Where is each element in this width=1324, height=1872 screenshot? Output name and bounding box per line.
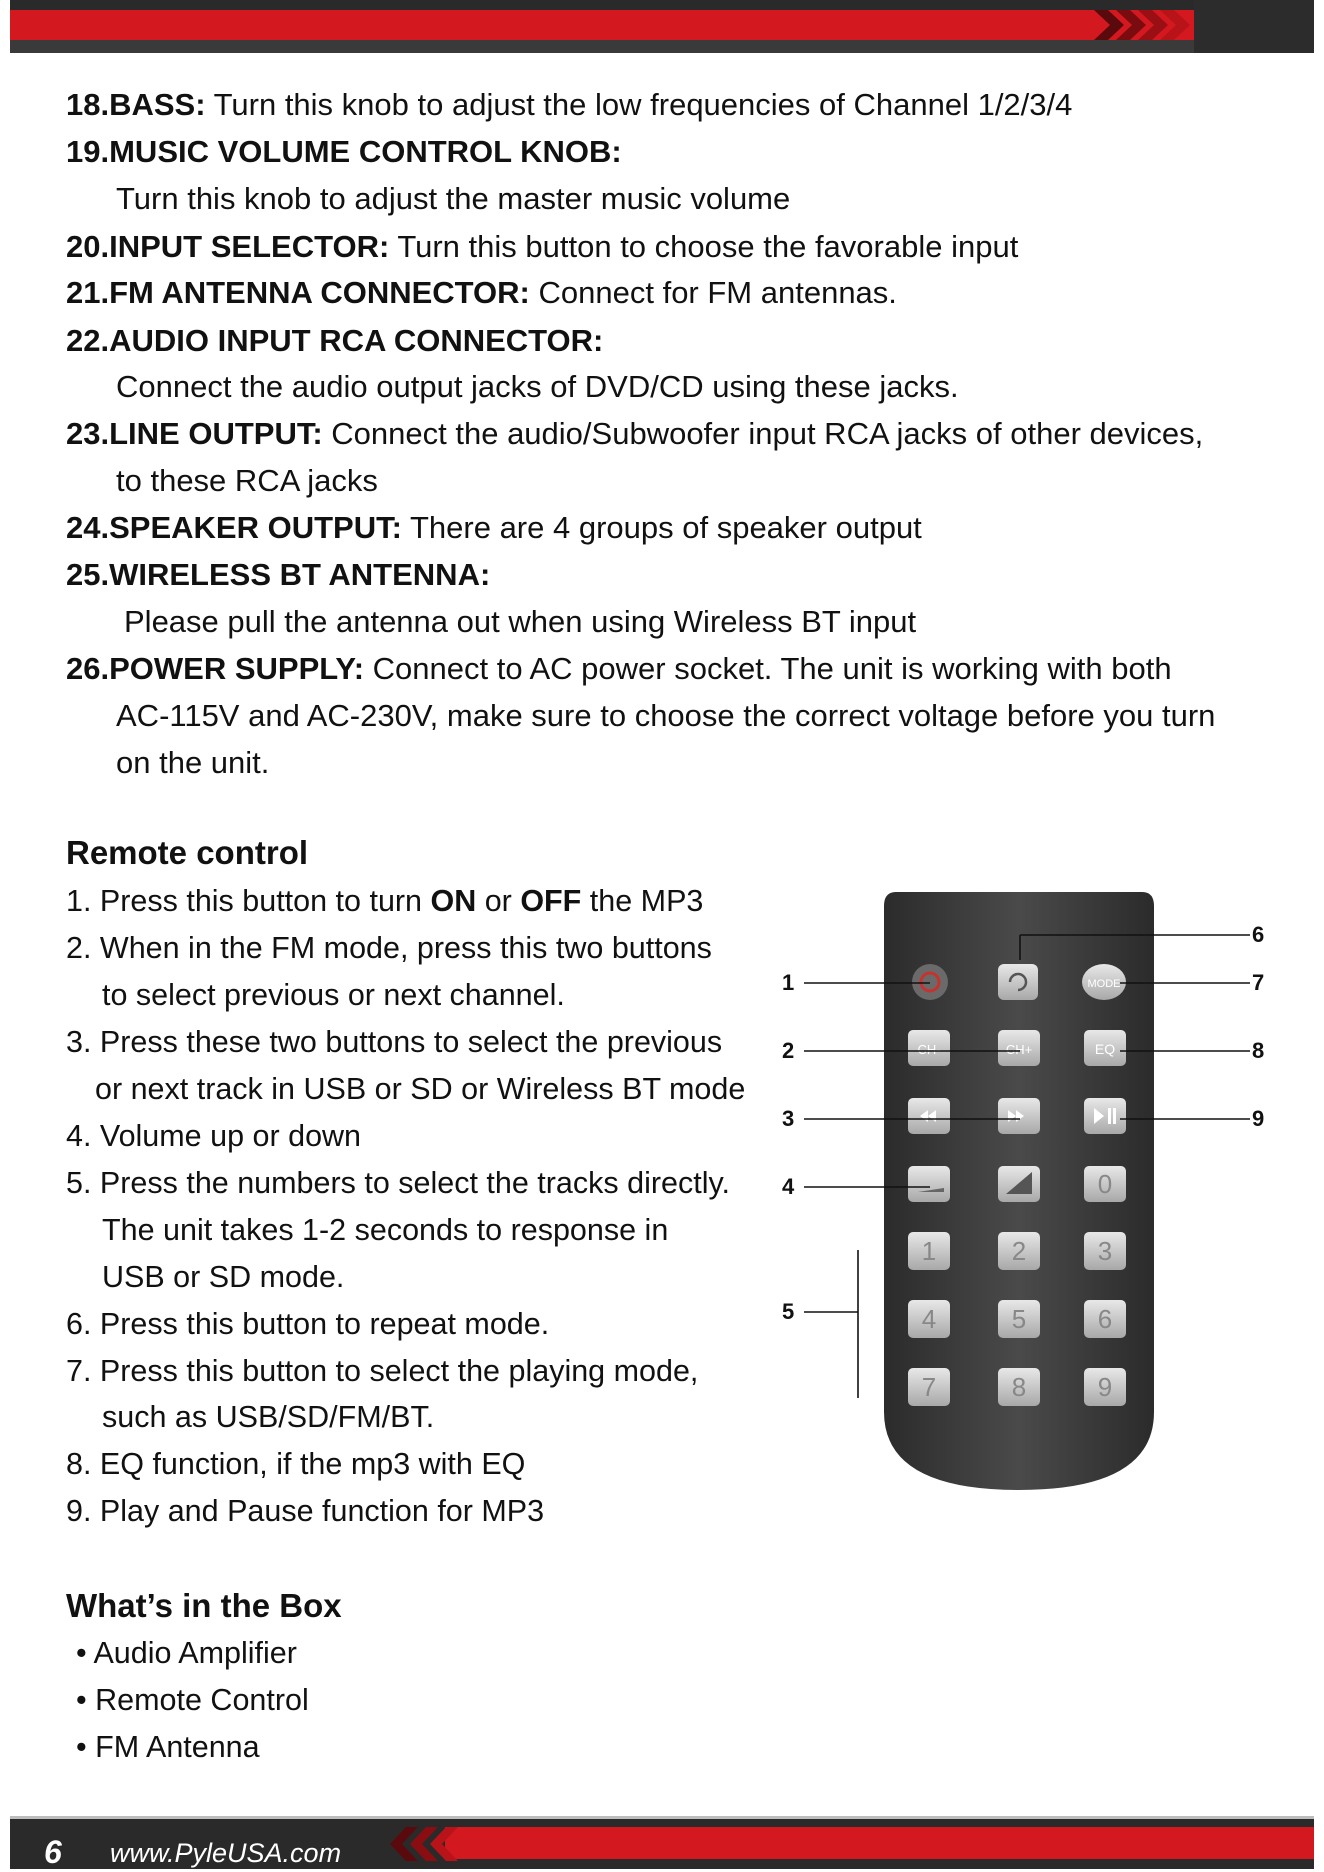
item-number: 18. <box>66 87 110 122</box>
remote-line-3-cont: or next track in USB or SD or Wireless BT mode <box>95 1072 746 1106</box>
item-26 <box>66 650 1172 688</box>
callout-number: 6 <box>1252 922 1265 947</box>
item-21 <box>66 274 897 312</box>
digit-label: 0 <box>1097 1169 1113 1199</box>
digit-label: 7 <box>921 1372 937 1402</box>
item-number: 21. <box>66 275 110 310</box>
callout-number: 1 <box>782 970 795 995</box>
item-number: 23. <box>66 416 110 451</box>
item-text: There are 4 groups of speaker output <box>401 510 922 545</box>
remote-line-6: 6. Press this button to repeat mode. <box>66 1307 550 1341</box>
callout-number: 4 <box>782 1174 795 1199</box>
callout-number: 7 <box>1252 970 1265 995</box>
item-26-continuation: AC-115V and AC-230V, make sure to choose the correct voltage before you turn <box>116 698 1216 733</box>
item-25-continuation: Please pull the antenna out when using Wireless BT input <box>124 604 917 639</box>
remote-line-1 <box>66 882 703 920</box>
item-20 <box>66 228 1018 266</box>
digit-label: 4 <box>921 1304 937 1334</box>
remote-line-5: 5. Press the numbers to select the tracks directly. <box>66 1166 730 1200</box>
mode-button-label: MODE <box>1087 978 1121 990</box>
remote-line-7: 7. Press this button to select the playing mode, <box>66 1354 699 1388</box>
item-number: 19. <box>66 134 110 169</box>
digit-label: 3 <box>1097 1236 1113 1266</box>
item-number: 25. <box>66 557 110 592</box>
remote-line-text: the MP3 <box>581 884 704 918</box>
item-label: BASS: <box>109 87 206 122</box>
chevron-right-icon <box>1160 10 1192 40</box>
item-text: Connect for FM antennas. <box>529 275 897 310</box>
remote-callouts <box>770 920 1270 1400</box>
item-24 <box>66 509 922 547</box>
item-number: 24. <box>66 510 110 545</box>
item-19 <box>66 133 622 171</box>
website-url: www.PyleUSA.com <box>110 1838 342 1868</box>
digit-label: 6 <box>1097 1304 1113 1334</box>
item-label: AUDIO INPUT RCA CONNECTOR: <box>109 323 604 358</box>
item-22-continuation: Connect the audio output jacks of DVD/CD using these jacks. <box>116 369 959 404</box>
box-item: • FM Antenna <box>76 1730 260 1764</box>
top-banner <box>10 0 1314 53</box>
remote-line-7-cont: such as USB/SD/FM/BT. <box>102 1400 435 1434</box>
callout-number: 3 <box>782 1106 795 1131</box>
callout-number: 9 <box>1252 1106 1265 1131</box>
item-26-continuation: on the unit. <box>116 745 270 780</box>
remote-line-4: 4. Volume up or down <box>66 1119 362 1153</box>
item-label: FM ANTENNA CONNECTOR: <box>109 275 530 310</box>
digit-label: 8 <box>1011 1372 1027 1402</box>
remote-line-3: 3. Press these two buttons to select the previous <box>66 1025 723 1059</box>
page-number: 6 <box>44 1834 62 1870</box>
item-number: 22. <box>66 323 110 358</box>
item-25 <box>66 556 490 594</box>
top-banner-dark-end <box>1194 0 1314 53</box>
item-number: 26. <box>66 651 110 686</box>
box-item: • Remote Control <box>76 1683 309 1717</box>
ch-plus-label: CH+ <box>1005 1042 1033 1057</box>
item-label: WIRELESS BT ANTENNA: <box>109 557 491 592</box>
remote-control-heading: Remote control <box>66 834 309 871</box>
remote-line-8: 8. EQ function, if the mp3 with EQ <box>66 1447 526 1481</box>
remote-line-text: or <box>476 884 521 918</box>
item-text: Connect to AC power socket. The unit is working with both <box>364 651 1172 686</box>
remote-line-5-cont: The unit takes 1-2 seconds to response in <box>102 1213 669 1247</box>
item-label: MUSIC VOLUME CONTROL KNOB: <box>109 134 622 169</box>
chevron-left-icon <box>430 1827 458 1861</box>
item-number: 20. <box>66 229 110 264</box>
item-label: POWER SUPPLY: <box>109 651 365 686</box>
remote-line-bold: ON <box>430 884 477 918</box>
remote-line-text: 1. Press this button to turn <box>66 884 431 918</box>
item-label: SPEAKER OUTPUT: <box>109 510 402 545</box>
item-23 <box>66 415 1203 453</box>
item-19-continuation: Turn this knob to adjust the master music volume <box>116 181 791 216</box>
callout-number: 8 <box>1252 1038 1265 1063</box>
item-18 <box>66 86 1072 124</box>
whats-in-the-box-heading: What’s in the Box <box>66 1587 342 1624</box>
eq-button-label: EQ <box>1094 1041 1116 1057</box>
remote-line-5-cont: USB or SD mode. <box>102 1260 345 1294</box>
callout-number: 5 <box>782 1299 795 1324</box>
digit-label: 9 <box>1097 1372 1113 1402</box>
item-text: Turn this knob to adjust the low frequencies of Channel 1/2/3/4 <box>205 87 1073 122</box>
digit-label: 2 <box>1011 1236 1027 1266</box>
item-text: Connect the audio/Subwoofer input RCA jacks of other devices, <box>322 416 1204 451</box>
item-label: LINE OUTPUT: <box>109 416 323 451</box>
box-item: • Audio Amplifier <box>76 1636 297 1670</box>
item-text: Turn this button to choose the favorable input <box>389 229 1019 264</box>
item-label: INPUT SELECTOR: <box>109 229 390 264</box>
remote-line-2-cont: to select previous or next channel. <box>102 978 565 1012</box>
digit-label: 1 <box>921 1236 937 1266</box>
remote-line-bold: OFF <box>520 884 582 918</box>
item-22 <box>66 322 603 360</box>
callout-number: 2 <box>782 1038 795 1063</box>
ch-minus-label: CH- <box>917 1042 941 1057</box>
remote-line-9: 9. Play and Pause function for MP3 <box>66 1494 545 1528</box>
bottom-banner-red <box>445 1827 1314 1869</box>
item-23-continuation: to these RCA jacks <box>116 463 378 498</box>
remote-line-2: 2. When in the FM mode, press this two buttons <box>66 931 712 965</box>
digit-label: 5 <box>1011 1304 1027 1334</box>
